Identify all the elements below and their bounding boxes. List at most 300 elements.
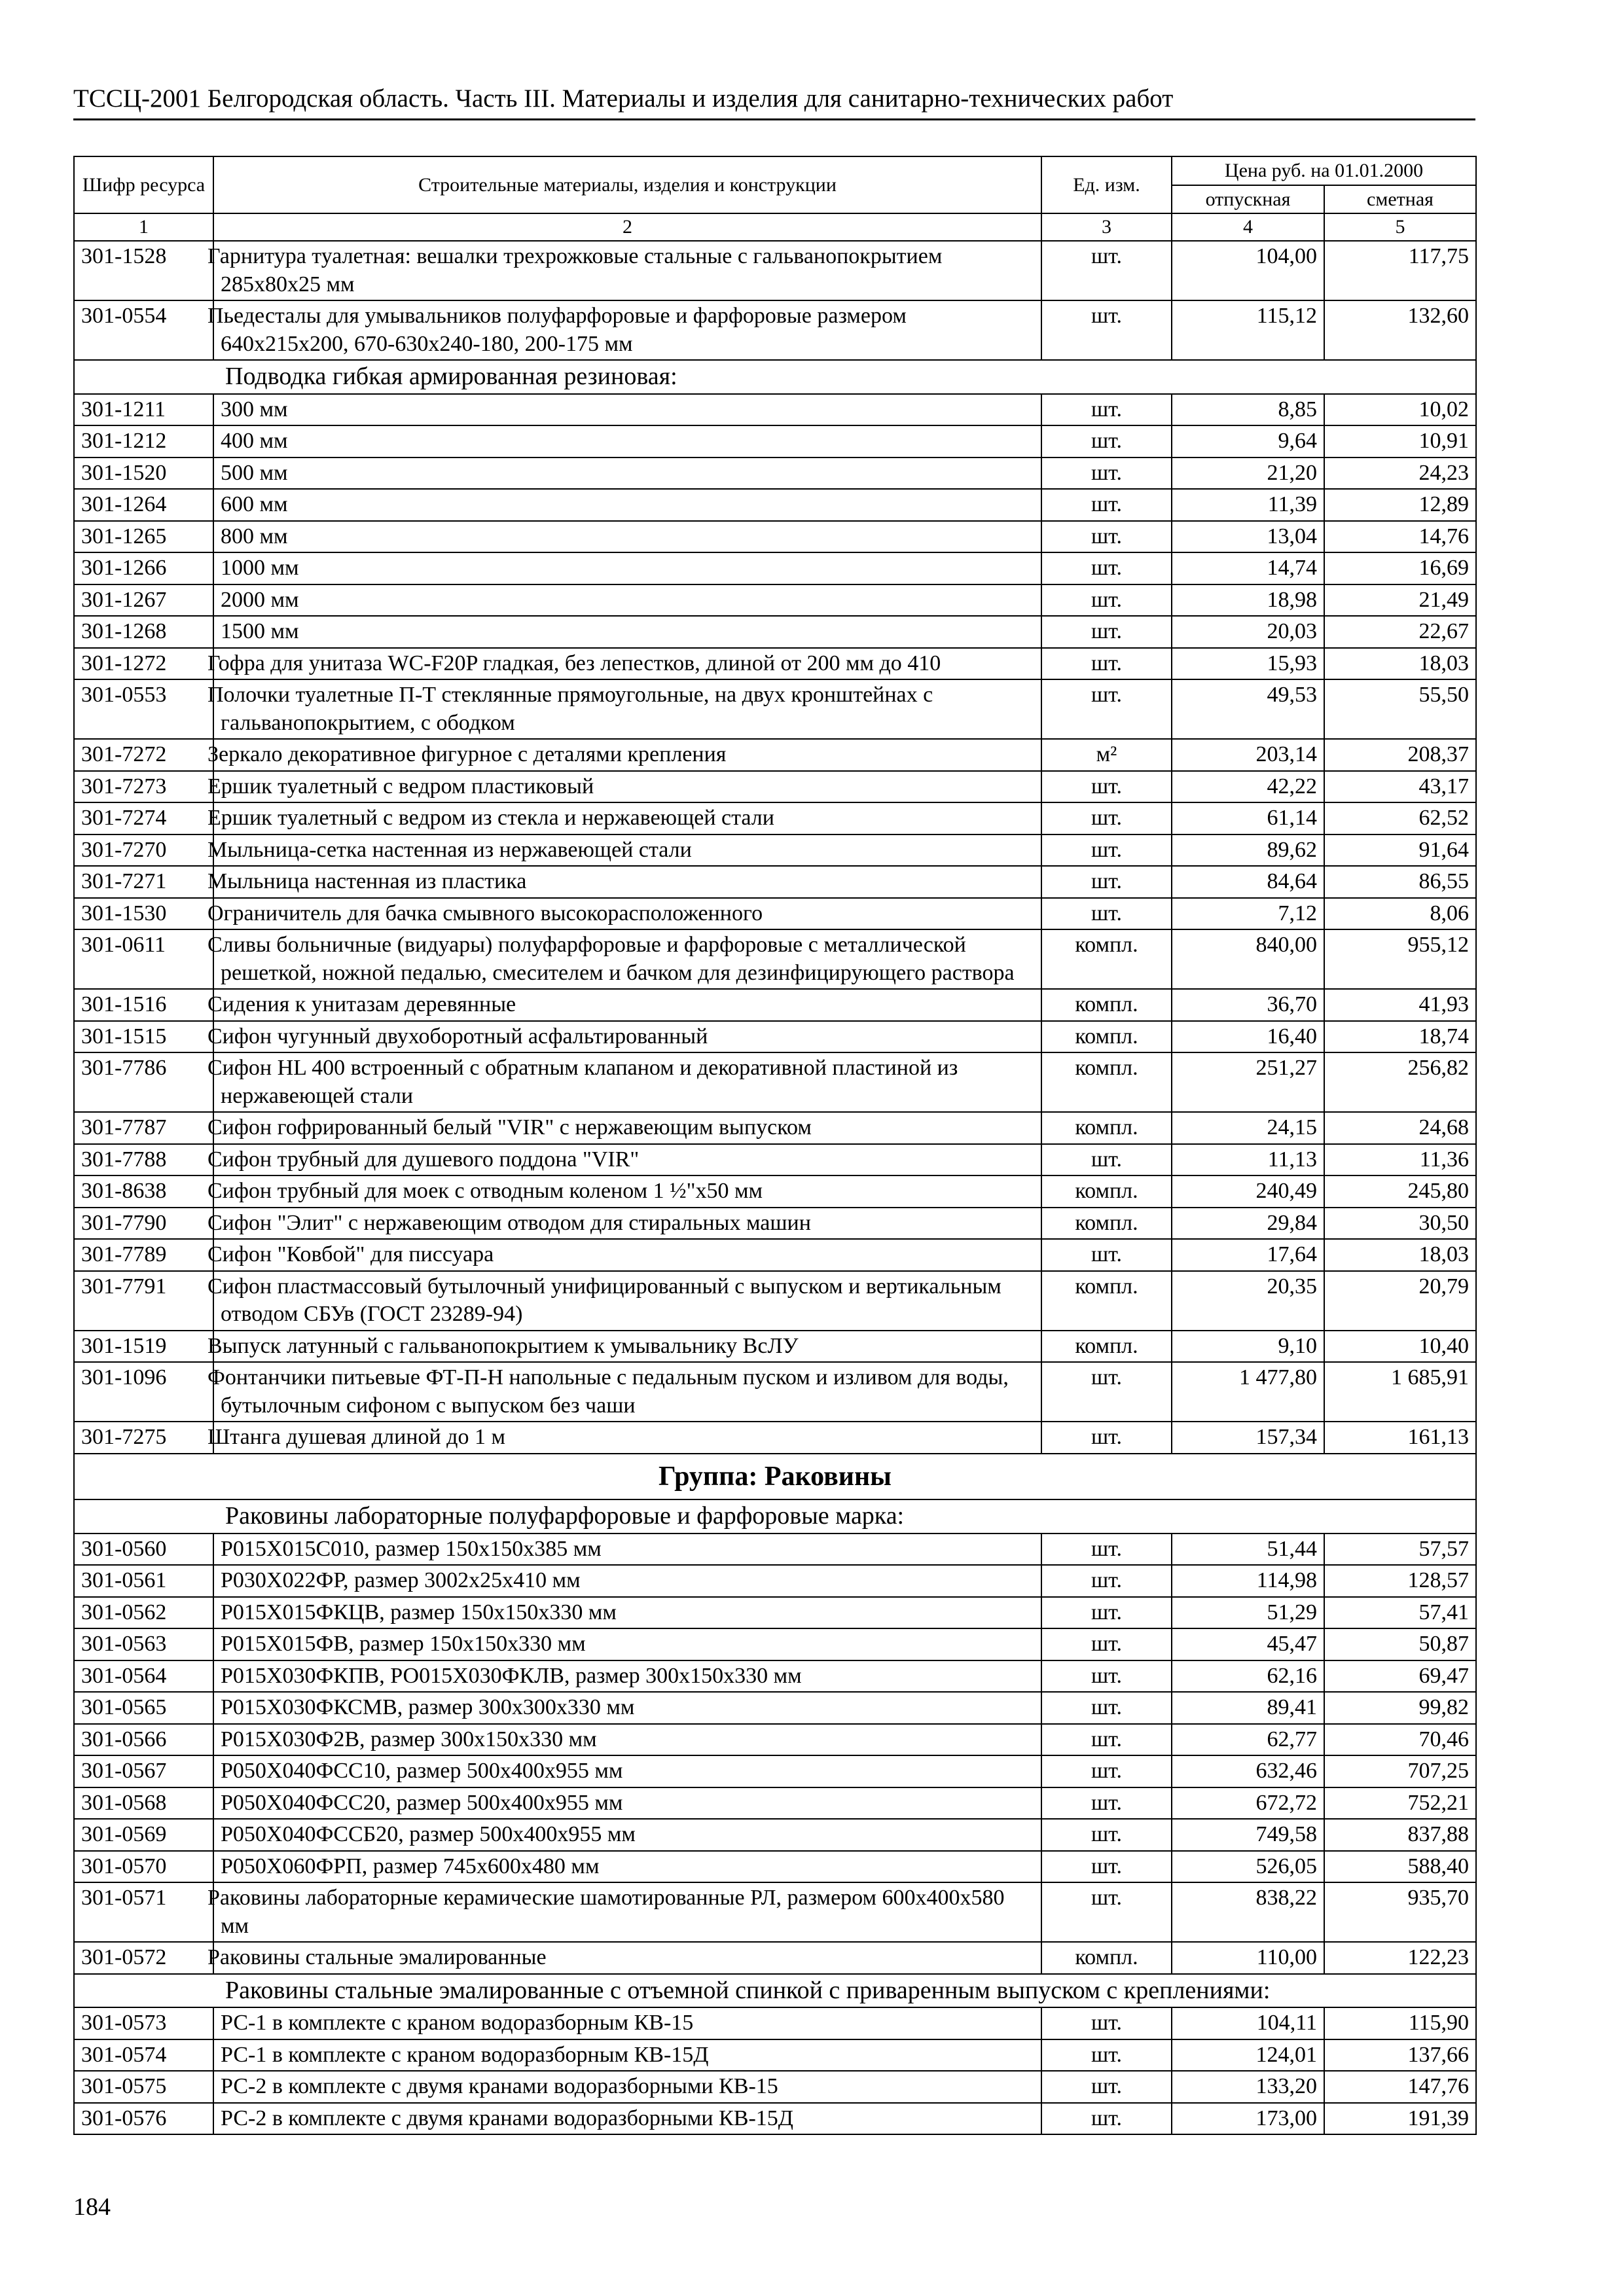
cell-name: Р015Х015С010, размер 150x150x385 мм (213, 1534, 1041, 1566)
cell-unit: шт. (1041, 834, 1172, 867)
section-title: Раковины лабораторные полуфарфоровые и фарфоровые марка: (74, 1499, 1476, 1534)
cell-unit: шт. (1041, 2103, 1172, 2135)
cell-release-price: 749,58 (1172, 1819, 1324, 1851)
cell-estimate-price: 245,80 (1324, 1175, 1476, 1208)
cell-code: 301-0570 (74, 1851, 213, 1883)
col-header-name: Строительные материалы, изделия и конструкции (213, 156, 1041, 213)
table-row (74, 300, 1476, 360)
cell-estimate-price: 707,25 (1324, 1755, 1476, 1787)
cell-code: 301-1515 (74, 1021, 213, 1053)
cell-unit: шт. (1041, 1628, 1172, 1660)
cell-code: 301-1264 (74, 489, 213, 521)
cell-name: Гофра для унитаза WC-F20P гладкая, без лепестков, длиной от 200 мм до 410 (213, 648, 1041, 680)
cell-unit: шт. (1041, 1755, 1172, 1787)
table-row (74, 241, 1476, 300)
cell-unit: шт. (1041, 1597, 1172, 1629)
cell-release-price: 203,14 (1172, 739, 1324, 771)
cell-release-price: 17,64 (1172, 1239, 1324, 1271)
cell-estimate-price: 57,57 (1324, 1534, 1476, 1566)
table-row (74, 2071, 1476, 2103)
cell-code: 301-0560 (74, 1534, 213, 1566)
cell-release-price: 9,10 (1172, 1331, 1324, 1363)
cell-unit: шт. (1041, 489, 1172, 521)
cell-code: 301-1267 (74, 584, 213, 617)
cell-name: Р050Х040ФСС10, размер 500x400x955 мм (213, 1755, 1041, 1787)
cell-name: РС-2 в комплекте с двумя кранами водоразборными КВ-15Д (213, 2103, 1041, 2135)
cell-unit: компл. (1041, 1021, 1172, 1053)
cell-unit: компл. (1041, 1112, 1172, 1144)
cell-name: 600 мм (213, 489, 1041, 521)
cell-estimate-price: 22,67 (1324, 616, 1476, 648)
cell-release-price: 13,04 (1172, 521, 1324, 553)
col-number: 2 (213, 213, 1041, 241)
cell-name: 2000 мм (213, 584, 1041, 617)
cell-code: 301-7788 (74, 1144, 213, 1176)
col-number: 5 (1324, 213, 1476, 241)
cell-release-price: 124,01 (1172, 2039, 1324, 2072)
header-rule (73, 118, 1475, 120)
table-row (74, 1692, 1476, 1724)
cell-name: Сифон гофрированный белый "VIR" с нержавеющим выпуском (213, 1112, 1041, 1144)
col-number: 4 (1172, 213, 1324, 241)
cell-release-price: 251,27 (1172, 1052, 1324, 1112)
cell-unit: компл. (1041, 1052, 1172, 1112)
cell-release-price: 110,00 (1172, 1942, 1324, 1974)
cell-release-price: 11,39 (1172, 489, 1324, 521)
table-row (74, 1660, 1476, 1693)
cell-release-price: 838,22 (1172, 1882, 1324, 1942)
table-row (74, 1422, 1476, 1454)
table-row (74, 1208, 1476, 1240)
cell-code: 301-0554 (74, 300, 213, 360)
cell-estimate-price: 132,60 (1324, 300, 1476, 360)
cell-release-price: 672,72 (1172, 1787, 1324, 1820)
cell-name: Сливы больничные (видуары) полуфарфоровые и фарфоровые с металлической решеткой, ножной педалью, смесителем и бачком для дезинфицирующего раствора (213, 929, 1041, 989)
table-row (74, 834, 1476, 867)
cell-name: Р015Х030ФКПВ, РО015Х030ФКЛВ, размер 300x150x330 мм (213, 1660, 1041, 1693)
cell-code: 301-1520 (74, 457, 213, 490)
cell-name: 1000 мм (213, 552, 1041, 584)
cell-unit: шт. (1041, 898, 1172, 930)
cell-unit: компл. (1041, 989, 1172, 1021)
cell-name: Сифон трубный для душевого поддона "VIR" (213, 1144, 1041, 1176)
cell-name: Выпуск латунный с гальванопокрытием к умывальнику ВсЛУ (213, 1331, 1041, 1363)
table-row (74, 898, 1476, 930)
cell-name: 300 мм (213, 394, 1041, 426)
cell-name: Сифон трубный для моек с отводным коленом 1 ½"x50 мм (213, 1175, 1041, 1208)
table-row (74, 1565, 1476, 1597)
cell-name: 800 мм (213, 521, 1041, 553)
cell-estimate-price: 161,13 (1324, 1422, 1476, 1454)
rows-block-3 (74, 1882, 1476, 1974)
cell-code: 301-0566 (74, 1724, 213, 1756)
cell-code: 301-8638 (74, 1175, 213, 1208)
cell-code: 301-1530 (74, 898, 213, 930)
table-row (74, 616, 1476, 648)
cell-estimate-price: 16,69 (1324, 552, 1476, 584)
cell-estimate-price: 18,03 (1324, 1239, 1476, 1271)
cell-unit: шт. (1041, 648, 1172, 680)
cell-unit: шт. (1041, 521, 1172, 553)
table-row (74, 679, 1476, 739)
cell-name: Сифон чугунный двухоборотный асфальтированный (213, 1021, 1041, 1053)
cell-estimate-price: 256,82 (1324, 1052, 1476, 1112)
cell-unit: шт. (1041, 552, 1172, 584)
cell-release-price: 21,20 (1172, 457, 1324, 490)
cell-unit: шт. (1041, 802, 1172, 834)
cell-name: Р050Х040ФСС20, размер 500x400x955 мм (213, 1787, 1041, 1820)
table-head (74, 156, 1476, 241)
cell-name: Р050Х040ФССБ20, размер 500x400x955 мм (213, 1819, 1041, 1851)
cell-release-price: 84,64 (1172, 866, 1324, 898)
table-row (74, 552, 1476, 584)
cell-release-price: 840,00 (1172, 929, 1324, 989)
cell-name: Мыльница настенная из пластика (213, 866, 1041, 898)
cell-release-price: 89,62 (1172, 834, 1324, 867)
table-row (74, 1175, 1476, 1208)
cell-code: 301-0564 (74, 1660, 213, 1693)
cell-code: 301-0576 (74, 2103, 213, 2135)
cell-unit: шт. (1041, 1239, 1172, 1271)
cell-name: Р015Х015ФКЦВ, размер 150x150x330 мм (213, 1597, 1041, 1629)
cell-unit: шт. (1041, 300, 1172, 360)
cell-name: 1500 мм (213, 616, 1041, 648)
cell-name: Полочки туалетные П-Т стеклянные прямоугольные, на двух кронштейнах с гальванопокрытием, с ободком (213, 679, 1041, 739)
cell-name: РС-1 в комплекте с краном водоразборным КВ-15Д (213, 2039, 1041, 2072)
cell-release-price: 62,16 (1172, 1660, 1324, 1693)
cell-estimate-price: 24,68 (1324, 1112, 1476, 1144)
cell-name: Р015Х030Ф2В, размер 300x150x330 мм (213, 1724, 1041, 1756)
table-row (74, 1819, 1476, 1851)
cell-name: Сифон "Ковбой" для писсуара (213, 1239, 1041, 1271)
group-title: Группа: Раковины (74, 1454, 1476, 1500)
cell-code: 301-0575 (74, 2071, 213, 2103)
cell-estimate-price: 41,93 (1324, 989, 1476, 1021)
col-header-code: Шифр ресурса (74, 156, 213, 213)
cell-code: 301-7271 (74, 866, 213, 898)
cell-unit: шт. (1041, 394, 1172, 426)
cell-code: 301-7786 (74, 1052, 213, 1112)
cell-estimate-price: 10,02 (1324, 394, 1476, 426)
cell-unit: шт. (1041, 457, 1172, 490)
cell-name: Сифон HL 400 встроенный с обратным клапаном и декоративной пластиной из нержавеющей стали (213, 1052, 1041, 1112)
cell-unit: шт. (1041, 2071, 1172, 2103)
cell-code: 301-7787 (74, 1112, 213, 1144)
table-row (74, 1331, 1476, 1363)
cell-name: 400 мм (213, 425, 1041, 457)
cell-code: 301-0611 (74, 929, 213, 989)
col-header-price: Цена руб. на 01.01.2000 (1172, 156, 1476, 185)
cell-code: 301-0571 (74, 1882, 213, 1942)
cell-name: Сифон пластмассовый бутылочный унифицированный с выпуском и вертикальным отводом СБУв (ГОСТ 23289-94) (213, 1271, 1041, 1331)
cell-estimate-price: 20,79 (1324, 1271, 1476, 1331)
cell-name: Ограничитель для бачка смывного высокорасположенного (213, 898, 1041, 930)
cell-estimate-price: 115,90 (1324, 2007, 1476, 2039)
cell-name: Ершик туалетный с ведром из стекла и нержавеющей стали (213, 802, 1041, 834)
cell-estimate-price: 10,91 (1324, 425, 1476, 457)
cell-unit: шт. (1041, 1882, 1172, 1942)
cell-release-price: 9,64 (1172, 425, 1324, 457)
cell-code: 301-7274 (74, 802, 213, 834)
table-row (74, 1021, 1476, 1053)
page-header: ТССЦ-2001 Белгородская область. Часть III. Материалы и изделия для санитарно-технических работ (73, 84, 1174, 113)
cell-estimate-price: 752,21 (1324, 1787, 1476, 1820)
cell-estimate-price: 70,46 (1324, 1724, 1476, 1756)
cell-name: Ершик туалетный с ведром пластиковый (213, 771, 1041, 803)
cell-unit: шт. (1041, 1534, 1172, 1566)
table-row (74, 2007, 1476, 2039)
cell-unit: компл. (1041, 929, 1172, 989)
cell-unit: компл. (1041, 1175, 1172, 1208)
table-row (74, 1724, 1476, 1756)
cell-estimate-price: 12,89 (1324, 489, 1476, 521)
cell-estimate-price: 208,37 (1324, 739, 1476, 771)
cell-estimate-price: 935,70 (1324, 1882, 1476, 1942)
cell-estimate-price: 30,50 (1324, 1208, 1476, 1240)
cell-release-price: 104,11 (1172, 2007, 1324, 2039)
cell-release-price: 20,35 (1172, 1271, 1324, 1331)
table-row (74, 1239, 1476, 1271)
cell-release-price: 61,14 (1172, 802, 1324, 834)
cell-release-price: 18,98 (1172, 584, 1324, 617)
cell-unit: шт. (1041, 425, 1172, 457)
cell-estimate-price: 1 685,91 (1324, 1362, 1476, 1422)
cell-code: 301-1272 (74, 648, 213, 680)
table-row (74, 1851, 1476, 1883)
cell-code: 301-0568 (74, 1787, 213, 1820)
cell-name: Зеркало декоративное фигурное с деталями крепления (213, 739, 1041, 771)
cell-estimate-price: 147,76 (1324, 2071, 1476, 2103)
table-row (74, 929, 1476, 989)
table-row (74, 521, 1476, 553)
table-row (74, 2103, 1476, 2135)
cell-estimate-price: 18,03 (1324, 648, 1476, 680)
cell-unit: шт. (1041, 1144, 1172, 1176)
cell-estimate-price: 8,06 (1324, 898, 1476, 930)
cell-unit: шт. (1041, 2039, 1172, 2072)
cell-estimate-price: 91,64 (1324, 834, 1476, 867)
cell-release-price: 133,20 (1172, 2071, 1324, 2103)
cell-release-price: 16,40 (1172, 1021, 1324, 1053)
table-row (74, 648, 1476, 680)
cell-code: 301-0567 (74, 1755, 213, 1787)
cell-release-price: 89,41 (1172, 1692, 1324, 1724)
cell-unit: шт. (1041, 1724, 1172, 1756)
cell-code: 301-7273 (74, 771, 213, 803)
cell-code: 301-1528 (74, 241, 213, 300)
cell-release-price: 632,46 (1172, 1755, 1324, 1787)
cell-code: 301-0573 (74, 2007, 213, 2039)
cell-release-price: 20,03 (1172, 616, 1324, 648)
cell-code: 301-7789 (74, 1239, 213, 1271)
cell-release-price: 104,00 (1172, 241, 1324, 300)
cell-code: 301-1211 (74, 394, 213, 426)
cell-unit: шт. (1041, 866, 1172, 898)
table-row (74, 1362, 1476, 1422)
cell-estimate-price: 62,52 (1324, 802, 1476, 834)
cell-estimate-price: 137,66 (1324, 2039, 1476, 2072)
table-row (74, 394, 1476, 426)
cell-release-price: 114,98 (1172, 1565, 1324, 1597)
steel-rows (74, 2007, 1476, 2134)
cell-code: 301-0574 (74, 2039, 213, 2072)
cell-release-price: 45,47 (1172, 1628, 1324, 1660)
table-row (74, 1271, 1476, 1331)
cell-estimate-price: 43,17 (1324, 771, 1476, 803)
table-row (74, 1882, 1476, 1942)
cell-estimate-price: 14,76 (1324, 521, 1476, 553)
cell-release-price: 24,15 (1172, 1112, 1324, 1144)
section-hose (74, 360, 1476, 394)
cell-release-price: 51,29 (1172, 1597, 1324, 1629)
rows-block (74, 241, 1476, 360)
cell-unit: шт. (1041, 1362, 1172, 1422)
cell-release-price: 62,77 (1172, 1724, 1324, 1756)
table-row (74, 584, 1476, 617)
table-row (74, 1942, 1476, 1974)
cell-unit: шт. (1041, 771, 1172, 803)
cell-name: Раковины лабораторные керамические шамотированные РЛ, размером 600x400x580 мм (213, 1882, 1041, 1942)
table-row (74, 457, 1476, 490)
table-row (74, 1144, 1476, 1176)
cell-name: 500 мм (213, 457, 1041, 490)
section-title: Раковины стальные эмалированные с отъемной спинкой с приваренным выпуском с креплениями: (74, 1974, 1476, 2008)
cell-unit: шт. (1041, 679, 1172, 739)
cell-release-price: 14,74 (1172, 552, 1324, 584)
table-row (74, 1112, 1476, 1144)
cell-unit: шт. (1041, 1422, 1172, 1454)
cell-name: Р015Х015ФВ, размер 150x150x330 мм (213, 1628, 1041, 1660)
page-number: 184 (73, 2193, 111, 2221)
table-row (74, 489, 1476, 521)
table-row (74, 1755, 1476, 1787)
hose-rows (74, 394, 1476, 648)
cell-estimate-price: 588,40 (1324, 1851, 1476, 1883)
cell-unit: шт. (1041, 1851, 1172, 1883)
cell-name: Раковины стальные эмалированные (213, 1942, 1041, 1974)
cell-release-price: 51,44 (1172, 1534, 1324, 1566)
cell-estimate-price: 955,12 (1324, 929, 1476, 989)
cell-name: Сидения к унитазам деревянные (213, 989, 1041, 1021)
cell-name: Фонтанчики питьевые ФТ-П-Н напольные с педальным пуском и изливом для воды, бутылочным сифоном с выпуском без чаши (213, 1362, 1041, 1422)
cell-code: 301-7272 (74, 739, 213, 771)
cell-release-price: 240,49 (1172, 1175, 1324, 1208)
cell-unit: шт. (1041, 616, 1172, 648)
cell-code: 301-0569 (74, 1819, 213, 1851)
cell-code: 301-0553 (74, 679, 213, 739)
table-row (74, 425, 1476, 457)
table-row (74, 866, 1476, 898)
cell-unit: шт. (1041, 1787, 1172, 1820)
cell-unit: шт. (1041, 1565, 1172, 1597)
cell-unit: компл. (1041, 1208, 1172, 1240)
cell-code: 301-7791 (74, 1271, 213, 1331)
cell-release-price: 29,84 (1172, 1208, 1324, 1240)
cell-estimate-price: 55,50 (1324, 679, 1476, 739)
cell-code: 301-0563 (74, 1628, 213, 1660)
cell-code: 301-1516 (74, 989, 213, 1021)
rows-block-2 (74, 648, 1476, 1454)
cell-unit: шт. (1041, 1660, 1172, 1693)
cell-estimate-price: 191,39 (1324, 2103, 1476, 2135)
col-number: 3 (1041, 213, 1172, 241)
cell-name: Р050Х060ФРП, размер 745x600x480 мм (213, 1851, 1041, 1883)
cell-unit: шт. (1041, 241, 1172, 300)
cell-estimate-price: 69,47 (1324, 1660, 1476, 1693)
table-row (74, 1628, 1476, 1660)
cell-unit: шт. (1041, 2007, 1172, 2039)
cell-estimate-price: 50,87 (1324, 1628, 1476, 1660)
table-row (74, 2039, 1476, 2072)
price-table (73, 156, 1477, 2135)
section-steel (74, 1974, 1476, 2008)
lab-rows (74, 1534, 1476, 1883)
cell-name: Пьедесталы для умывальников полуфарфоровые и фарфоровые размером 640x215x200, 670-630x240-180, 200-175 мм (213, 300, 1041, 360)
cell-release-price: 15,93 (1172, 648, 1324, 680)
cell-estimate-price: 99,82 (1324, 1692, 1476, 1724)
cell-release-price: 526,05 (1172, 1851, 1324, 1883)
cell-estimate-price: 57,41 (1324, 1597, 1476, 1629)
cell-name: Сифон "Элит" с нержавеющим отводом для стиральных машин (213, 1208, 1041, 1240)
cell-name: РС-1 в комплекте с краном водоразборным КВ-15 (213, 2007, 1041, 2039)
cell-code: 301-1519 (74, 1331, 213, 1363)
cell-release-price: 42,22 (1172, 771, 1324, 803)
cell-estimate-price: 837,88 (1324, 1819, 1476, 1851)
cell-name: РС-2 в комплекте с двумя кранами водоразборными КВ-15 (213, 2071, 1041, 2103)
cell-name: Р015Х030ФКСМВ, размер 300x300x330 мм (213, 1692, 1041, 1724)
cell-release-price: 36,70 (1172, 989, 1324, 1021)
cell-unit: шт. (1041, 1819, 1172, 1851)
cell-estimate-price: 18,74 (1324, 1021, 1476, 1053)
table-row (74, 1787, 1476, 1820)
cell-code: 301-7270 (74, 834, 213, 867)
group-block (74, 1454, 1476, 1534)
table-row (74, 1534, 1476, 1566)
cell-release-price: 157,34 (1172, 1422, 1324, 1454)
cell-code: 301-0562 (74, 1597, 213, 1629)
cell-estimate-price: 128,57 (1324, 1565, 1476, 1597)
cell-code: 301-7790 (74, 1208, 213, 1240)
cell-code: 301-1096 (74, 1362, 213, 1422)
cell-code: 301-1268 (74, 616, 213, 648)
table-row (74, 989, 1476, 1021)
cell-estimate-price: 21,49 (1324, 584, 1476, 617)
cell-name: Р030Х022ФР, размер 3002x25x410 мм (213, 1565, 1041, 1597)
section-title: Подводка гибкая армированная резиновая: (74, 360, 1476, 394)
cell-release-price: 11,13 (1172, 1144, 1324, 1176)
cell-estimate-price: 11,36 (1324, 1144, 1476, 1176)
cell-estimate-price: 122,23 (1324, 1942, 1476, 1974)
col-header-unit: Ед. изм. (1041, 156, 1172, 213)
col-header-estimate: сметная (1324, 185, 1476, 214)
cell-release-price: 7,12 (1172, 898, 1324, 930)
cell-estimate-price: 10,40 (1324, 1331, 1476, 1363)
cell-code: 301-7275 (74, 1422, 213, 1454)
table-row (74, 802, 1476, 834)
cell-code: 301-0572 (74, 1942, 213, 1974)
cell-unit: компл. (1041, 1942, 1172, 1974)
cell-name: Штанга душевая длиной до 1 м (213, 1422, 1041, 1454)
col-number: 1 (74, 213, 213, 241)
table-row (74, 1597, 1476, 1629)
cell-release-price: 115,12 (1172, 300, 1324, 360)
table-row (74, 771, 1476, 803)
cell-code: 301-0565 (74, 1692, 213, 1724)
cell-release-price: 1 477,80 (1172, 1362, 1324, 1422)
table-row (74, 1052, 1476, 1112)
cell-unit: компл. (1041, 1271, 1172, 1331)
cell-unit: шт. (1041, 584, 1172, 617)
